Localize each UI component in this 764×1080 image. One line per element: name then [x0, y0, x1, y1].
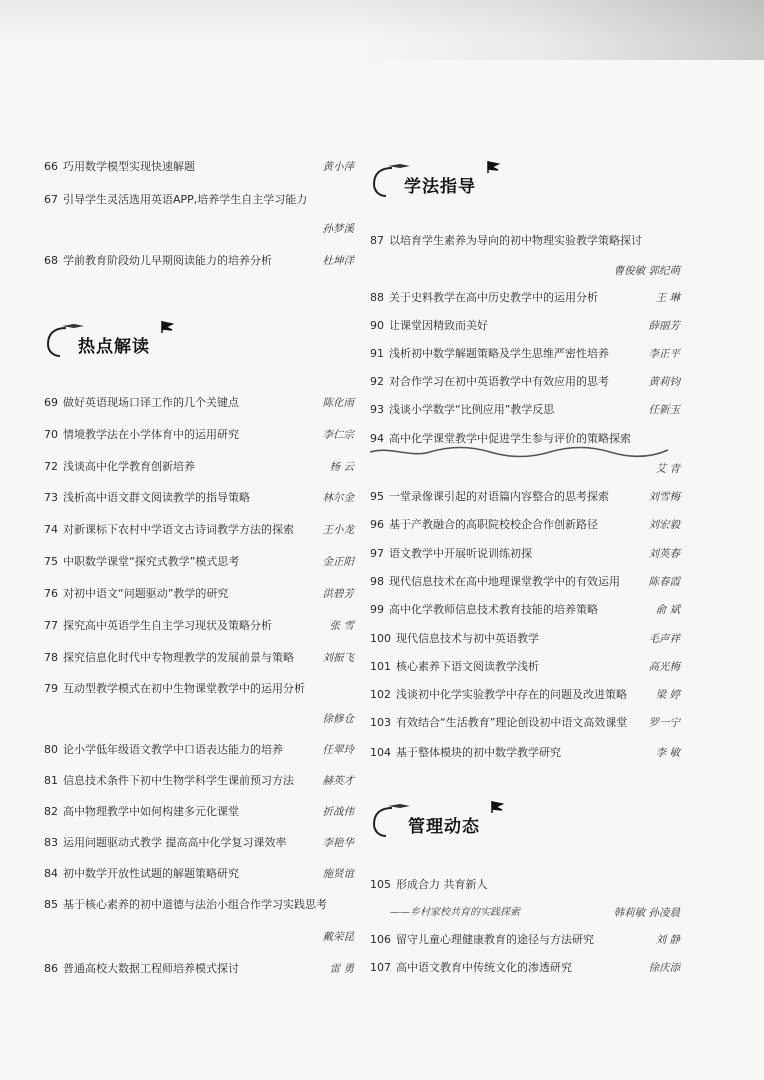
entry-title: 对合作学习在初中英语教学中有效应用的思考 [389, 375, 609, 388]
flag-icon [486, 160, 500, 174]
entry-number: 67 [44, 193, 58, 206]
toc-entry-104[interactable] [370, 746, 680, 760]
entry-number: 90 [370, 319, 384, 332]
entry-author: 折战伟 [322, 806, 354, 818]
toc-entry-66[interactable] [44, 160, 354, 174]
entry-author: 韩莉敏 孙凌晨 [613, 907, 680, 919]
toc-entry-92[interactable] [370, 375, 680, 389]
entry-title: 浅谈高中化学教育创新培养 [63, 460, 195, 473]
toc-entry-67[interactable] [44, 193, 354, 233]
entry-number: 82 [44, 805, 58, 818]
entry-subtitle: ——乡村家校共育的实践探索 [390, 907, 520, 918]
toc-entry-69[interactable] [44, 396, 354, 410]
entry-number: 79 [44, 682, 58, 695]
entry-author: 梁 婷 [655, 689, 680, 701]
entry-author: 李仁宗 [322, 429, 354, 441]
toc-entry-73[interactable] [44, 491, 354, 505]
entry-title: 语文教学中开展听说训练初探 [389, 547, 532, 560]
entry-author: 黄小萍 [322, 161, 354, 173]
entry-number: 95 [370, 490, 384, 503]
entry-author: 毛声祥 [648, 633, 680, 645]
entry-title: 浅谈小学数学“比例应用”教学反思 [389, 403, 555, 416]
entry-number: 81 [44, 774, 58, 787]
entry-author: 高光梅 [648, 661, 680, 673]
toc-entry-79[interactable] [44, 682, 354, 726]
entry-number: 77 [44, 619, 58, 632]
entry-number: 88 [370, 291, 384, 304]
entry-title: 基于产教融合的高职院校校企合作创新路径 [389, 518, 598, 531]
toc-entry-84[interactable] [44, 867, 354, 881]
entry-author: 黄莉钧 [648, 376, 680, 388]
entry-number: 96 [370, 518, 384, 531]
entry-author: 陈春霞 [648, 576, 680, 588]
section-header-study-guide [370, 160, 550, 204]
toc-entry-77[interactable] [44, 619, 354, 633]
toc-entry-85[interactable] [44, 898, 354, 942]
entry-author: 孙梦溪 [322, 223, 354, 235]
entry-title: 浅析初中数学解题策略及学生思维严密性培养 [389, 347, 609, 360]
entry-number: 104 [370, 746, 391, 759]
entry-author: 林尔金 [322, 492, 354, 504]
entry-number: 80 [44, 743, 58, 756]
entry-title: 现代信息技术在高中地理课堂教学中的有效运用 [389, 575, 620, 588]
entry-author: 戴荣昆 [322, 931, 354, 943]
entry-title: 引导学生灵活选用英语APP,培养学生自主学习能力 [63, 193, 308, 206]
entry-author: 陈化雨 [322, 397, 354, 409]
entry-author: 罗一宁 [648, 717, 680, 729]
entry-title: 对新课标下农村中学语文古诗词教学方法的探索 [63, 523, 294, 536]
entry-author: 洪碧芳 [322, 588, 354, 600]
entry-author: 刘 静 [655, 934, 680, 946]
toc-entry-68[interactable] [44, 254, 354, 268]
section-title: 管理动态 [408, 817, 480, 837]
entry-title: 高中物理教学中如何构建多元化课堂 [63, 805, 239, 818]
entry-author: 李 敏 [655, 747, 680, 759]
entry-title: 现代信息技术与初中英语教学 [396, 632, 539, 645]
entry-author: 刘振飞 [322, 652, 354, 664]
entry-title: 论小学低年级语文教学中口语表达能力的培养 [63, 743, 283, 756]
toc-entry-76[interactable] [44, 587, 354, 601]
toc-entry-80[interactable] [44, 743, 354, 757]
entry-title: 基于整体模块的初中数学教学研究 [396, 746, 561, 759]
entry-author: 王 琳 [655, 292, 680, 304]
entry-author: 刘雪梅 [648, 491, 680, 503]
entry-author: 金正阳 [322, 556, 354, 568]
toc-entry-75[interactable] [44, 555, 354, 569]
toc-entry-88[interactable] [370, 291, 680, 305]
entry-number: 73 [44, 491, 58, 504]
entry-title: 关于史料教学在高中历史教学中的运用分析 [389, 291, 598, 304]
toc-entry-74[interactable] [44, 523, 354, 537]
section-title: 热点解读 [78, 337, 150, 357]
entry-author: 张 雪 [329, 620, 354, 632]
entry-title: 浅谈初中化学实验教学中存在的问题及改进策略 [396, 688, 627, 701]
entry-title: 探究高中英语学生自主学习现状及策略分析 [63, 619, 272, 632]
entry-author: 任新玉 [648, 404, 680, 416]
entry-number: 68 [44, 254, 58, 267]
entry-number: 74 [44, 523, 58, 536]
entry-author: 杨 云 [329, 461, 354, 473]
entry-author: 杜坤洋 [322, 255, 354, 267]
entry-number: 69 [44, 396, 58, 409]
entry-title: 留守儿童心理健康教育的途径与方法研究 [396, 933, 594, 946]
toc-entry-97[interactable] [370, 547, 680, 561]
entry-title: 以培育学生素养为导向的初中物理实验教学策略探讨 [389, 234, 642, 247]
entry-number: 76 [44, 587, 58, 600]
toc-entry-90[interactable] [370, 319, 680, 333]
entry-number: 86 [44, 962, 58, 975]
toc-entry-82[interactable] [44, 805, 354, 819]
entry-title: 做好英语现场口译工作的几个关键点 [63, 396, 239, 409]
toc-entry-83[interactable] [44, 836, 354, 850]
toc-entry-107[interactable] [370, 961, 680, 975]
entry-title: 中职数学课堂“探究式教学”模式思考 [63, 555, 240, 568]
entry-title: 核心素养下语文阅读教学浅析 [396, 660, 539, 673]
entry-author: 艾 青 [655, 463, 680, 475]
toc-entry-93[interactable] [370, 403, 680, 417]
toc-entry-95[interactable] [370, 490, 680, 504]
toc-entry-78[interactable] [44, 651, 354, 665]
toc-entry-70[interactable] [44, 428, 354, 442]
entry-number: 106 [370, 933, 391, 946]
entry-title: 普通高校大数据工程师培养模式探讨 [63, 962, 239, 975]
entry-title: 形成合力 共育新人 [396, 878, 488, 891]
entry-number: 78 [44, 651, 58, 664]
entry-author: 徐庆添 [648, 962, 680, 974]
flag-icon [490, 800, 504, 814]
entry-number: 94 [370, 432, 384, 445]
entry-title: 一堂录像课引起的对语篇内容整合的思考探索 [389, 490, 609, 503]
entry-number: 103 [370, 716, 391, 729]
entry-title: 巧用数学模型实现快速解题 [63, 160, 195, 173]
entry-title: 高中化学课堂教学中促进学生参与评价的策略探索 [389, 432, 631, 445]
entry-author: 刘宏毅 [648, 519, 680, 531]
section-header-hot-topics [44, 320, 224, 364]
handwritten-underline [370, 444, 670, 460]
entry-number: 98 [370, 575, 384, 588]
entry-author: 徐修仓 [322, 713, 354, 725]
entry-title: 运用问题驱动式教学 提高高中化学复习课效率 [63, 836, 287, 849]
toc-entry-72[interactable] [44, 460, 354, 474]
entry-number: 84 [44, 867, 58, 880]
entry-author: 俞 斌 [655, 604, 680, 616]
entry-title: 探究信息化时代中专物理教学的发展前景与策略 [63, 651, 294, 664]
entry-title: 对初中语文“问题驱动”教学的研究 [63, 587, 229, 600]
entry-number: 105 [370, 878, 391, 891]
entry-title: 初中数学开放性试题的解题策略研究 [63, 867, 239, 880]
entry-number: 107 [370, 961, 391, 974]
entry-number: 85 [44, 898, 58, 911]
entry-author: 施贤谊 [322, 868, 354, 880]
toc-entry-87[interactable] [370, 234, 680, 277]
entry-number: 92 [370, 375, 384, 388]
section-header-management [370, 800, 550, 844]
entry-title: 情境教学法在小学体育中的运用研究 [63, 428, 239, 441]
toc-entry-106[interactable] [370, 933, 680, 947]
entry-number: 101 [370, 660, 391, 673]
entry-author: 刘英春 [648, 548, 680, 560]
entry-number: 70 [44, 428, 58, 441]
entry-number: 87 [370, 234, 384, 247]
entry-number: 66 [44, 160, 58, 173]
entry-author: 薛丽芳 [648, 320, 680, 332]
entry-title: 高中化学教师信息技术教育技能的培养策略 [389, 603, 598, 616]
toc-entry-98[interactable] [370, 575, 680, 589]
entry-number: 72 [44, 460, 58, 473]
toc-entry-105[interactable] [370, 878, 680, 918]
toc-entry-100[interactable] [370, 632, 680, 646]
toc-entry-99[interactable] [370, 603, 680, 617]
entry-title: 互动型教学模式在初中生物课堂教学中的运用分析 [63, 682, 305, 695]
entry-title: 让课堂因精致而美好 [389, 319, 488, 332]
entry-author: 李艳华 [322, 837, 354, 849]
toc-entry-101[interactable] [370, 660, 680, 674]
entry-title: 信息技术条件下初中生物学科学生课前预习方法 [63, 774, 294, 787]
toc-entry-96[interactable] [370, 518, 680, 532]
entry-title: 有效结合“生活教育”理论创设初中语文高效课堂 [396, 716, 628, 729]
entry-author: 雷 勇 [329, 963, 354, 975]
flag-icon [160, 320, 174, 334]
entry-title: 学前教育阶段幼儿早期阅读能力的培养分析 [63, 254, 272, 267]
page-shadow-top-fade [0, 0, 764, 40]
entry-title: 浅析高中语文群文阅读教学的指导策略 [63, 491, 250, 504]
toc-entry-81[interactable] [44, 774, 354, 788]
entry-number: 97 [370, 547, 384, 560]
entry-number: 102 [370, 688, 391, 701]
toc-entry-102[interactable] [370, 688, 680, 702]
entry-number: 100 [370, 632, 391, 645]
entry-author: 任翠玲 [322, 744, 354, 756]
entry-number: 75 [44, 555, 58, 568]
entry-author: 李正平 [648, 348, 680, 360]
entry-number: 91 [370, 347, 384, 360]
entry-author: 曹俊敏 郭纪萌 [613, 265, 680, 277]
toc-entry-91[interactable] [370, 347, 680, 361]
entry-title: 高中语文教育中传统文化的渗透研究 [396, 961, 572, 974]
entry-number: 83 [44, 836, 58, 849]
toc-entry-86[interactable] [44, 962, 354, 976]
entry-title: 基于核心素养的初中道德与法治小组合作学习实践思考 [63, 898, 327, 911]
entry-author: 王小龙 [322, 524, 354, 536]
entry-number: 93 [370, 403, 384, 416]
toc-entry-103[interactable] [370, 716, 680, 730]
section-title: 学法指导 [404, 177, 476, 197]
entry-number: 99 [370, 603, 384, 616]
entry-author: 赫英才 [322, 775, 354, 787]
